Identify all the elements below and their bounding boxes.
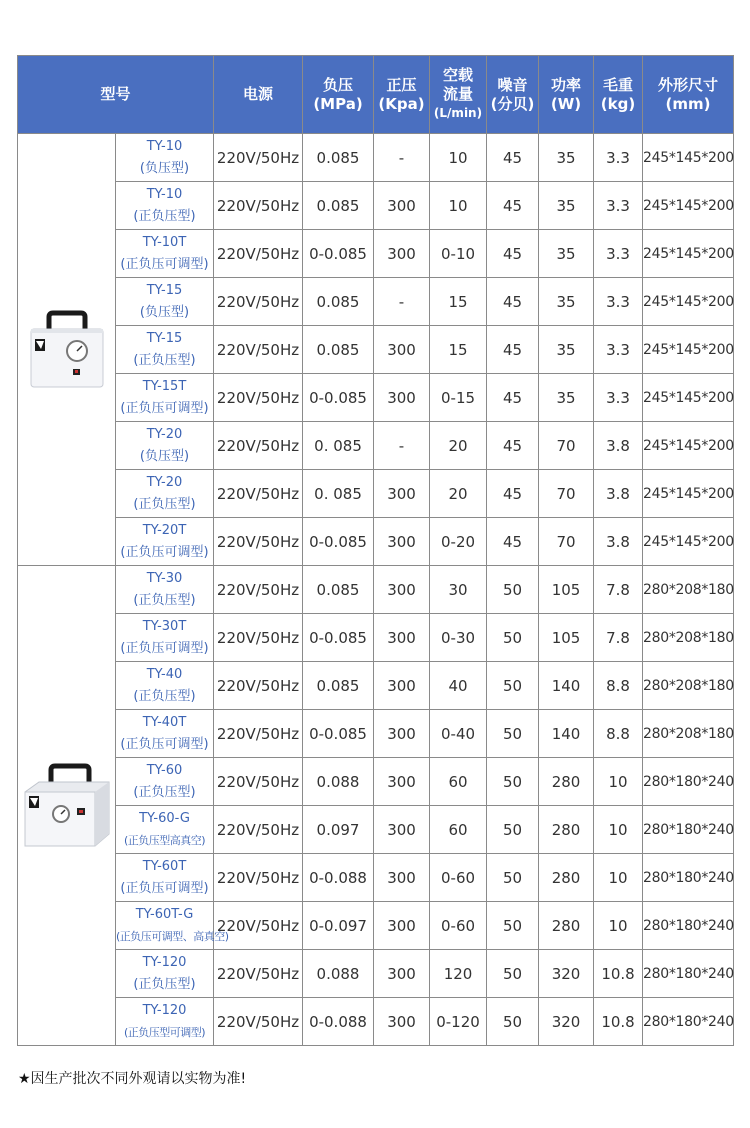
negative-pressure-cell: 0.088	[303, 758, 374, 806]
positive-pressure-cell: 300	[374, 854, 430, 902]
weight-cell: 10.8	[594, 998, 643, 1046]
header-weight-line1: 毛重	[603, 75, 634, 94]
power-cell: 220V/50Hz	[214, 134, 303, 182]
size-cell: 245*145*200	[643, 278, 734, 326]
noise-cell: 50	[487, 806, 539, 854]
model-type: (正负压可调型)	[120, 640, 209, 656]
product-image-cell-small	[18, 134, 116, 566]
power-cell: 220V/50Hz	[214, 902, 303, 950]
model-cell	[116, 278, 214, 326]
spec-table	[17, 55, 734, 1046]
noise-cell: 50	[487, 950, 539, 998]
weight-cell: 3.3	[594, 134, 643, 182]
model-number: TY-15	[146, 330, 183, 346]
header-flow-line1: 空载	[443, 66, 474, 84]
weight-cell: 7.8	[594, 614, 643, 662]
power-watt-cell: 35	[539, 374, 594, 422]
flow-cell: 20	[430, 470, 487, 518]
table-row	[18, 230, 734, 278]
positive-pressure-cell: 300	[374, 758, 430, 806]
header-neg-line2: (MPa)	[313, 94, 363, 113]
negative-pressure-cell: 0.085	[303, 278, 374, 326]
power-watt-cell: 35	[539, 182, 594, 230]
power-cell: 220V/50Hz	[214, 662, 303, 710]
header-row	[18, 56, 734, 134]
power-watt-cell: 280	[539, 902, 594, 950]
positive-pressure-cell: 300	[374, 950, 430, 998]
power-watt-cell: 35	[539, 134, 594, 182]
power-watt-cell: 70	[539, 470, 594, 518]
positive-pressure-cell: -	[374, 278, 430, 326]
size-cell: 280*180*240	[643, 806, 734, 854]
power-cell: 220V/50Hz	[214, 758, 303, 806]
size-cell: 245*145*200	[643, 374, 734, 422]
power-watt-cell: 320	[539, 998, 594, 1046]
table-row	[18, 422, 734, 470]
model-number: TY-40	[146, 666, 183, 682]
negative-pressure-cell: 0-0.097	[303, 902, 374, 950]
model-cell	[116, 182, 214, 230]
header-size-line2: (mm)	[665, 94, 711, 113]
size-cell: 280*208*180	[643, 614, 734, 662]
positive-pressure-cell: 300	[374, 566, 430, 614]
positive-pressure-cell: 300	[374, 710, 430, 758]
model-type: (正负压型)	[133, 496, 196, 512]
table-row	[18, 182, 734, 230]
header-watt-line2: (W)	[550, 94, 582, 113]
model-type: (正负压型)	[133, 784, 196, 800]
flow-cell: 0-60	[430, 854, 487, 902]
negative-pressure-cell: 0. 085	[303, 422, 374, 470]
table-row	[18, 614, 734, 662]
size-cell: 280*180*240	[643, 902, 734, 950]
model-cell	[116, 614, 214, 662]
negative-pressure-cell: 0.085	[303, 326, 374, 374]
positive-pressure-cell: 300	[374, 518, 430, 566]
power-watt-cell: 105	[539, 614, 594, 662]
model-number: TY-20T	[142, 522, 187, 538]
weight-cell: 3.3	[594, 326, 643, 374]
table-row	[18, 806, 734, 854]
table-row	[18, 902, 734, 950]
header-weight	[594, 56, 643, 134]
header-pos-line2: (Kpa)	[378, 94, 425, 113]
negative-pressure-cell: 0-0.085	[303, 518, 374, 566]
noise-cell: 45	[487, 326, 539, 374]
table-row	[18, 518, 734, 566]
positive-pressure-cell: 300	[374, 230, 430, 278]
flow-cell: 60	[430, 806, 487, 854]
model-cell	[116, 326, 214, 374]
power-watt-cell: 70	[539, 422, 594, 470]
negative-pressure-cell: 0-0.085	[303, 614, 374, 662]
flow-cell: 0-30	[430, 614, 487, 662]
large-pump-image	[21, 762, 113, 850]
flow-cell: 0-15	[430, 374, 487, 422]
model-cell	[116, 374, 214, 422]
positive-pressure-cell: 300	[374, 902, 430, 950]
positive-pressure-cell: 300	[374, 182, 430, 230]
weight-cell: 10	[594, 902, 643, 950]
power-cell: 220V/50Hz	[214, 710, 303, 758]
table-row	[18, 326, 734, 374]
noise-cell: 50	[487, 758, 539, 806]
model-number: TY-10	[146, 138, 183, 154]
negative-pressure-cell: 0.085	[303, 662, 374, 710]
flow-cell: 15	[430, 326, 487, 374]
flow-cell: 40	[430, 662, 487, 710]
model-type: (正负压型可调型)	[123, 1025, 206, 1039]
size-cell: 245*145*200	[643, 182, 734, 230]
flow-cell: 0-20	[430, 518, 487, 566]
model-cell	[116, 662, 214, 710]
size-cell: 280*208*180	[643, 566, 734, 614]
positive-pressure-cell: 300	[374, 470, 430, 518]
model-number: TY-20	[146, 474, 183, 490]
weight-cell: 3.8	[594, 518, 643, 566]
power-watt-cell: 140	[539, 710, 594, 758]
positive-pressure-cell: 300	[374, 326, 430, 374]
model-cell	[116, 230, 214, 278]
weight-cell: 10	[594, 854, 643, 902]
noise-cell: 45	[487, 278, 539, 326]
size-cell: 280*180*240	[643, 854, 734, 902]
model-type: (负压型)	[139, 448, 190, 464]
size-cell: 245*145*200	[643, 518, 734, 566]
weight-cell: 3.3	[594, 230, 643, 278]
flow-cell: 120	[430, 950, 487, 998]
flow-cell: 60	[430, 758, 487, 806]
model-number: TY-10T	[142, 234, 187, 250]
positive-pressure-cell: -	[374, 422, 430, 470]
power-cell: 220V/50Hz	[214, 326, 303, 374]
noise-cell: 45	[487, 470, 539, 518]
model-type: (正负压可调型)	[120, 736, 209, 752]
model-cell	[116, 134, 214, 182]
header-flow	[430, 56, 487, 134]
model-type: (正负压型)	[133, 976, 196, 992]
header-power	[539, 56, 594, 134]
table-row	[18, 374, 734, 422]
small-pump-image	[25, 307, 109, 393]
model-number: TY-60T-G	[135, 906, 194, 922]
power-cell: 220V/50Hz	[214, 854, 303, 902]
weight-cell: 10.8	[594, 950, 643, 998]
positive-pressure-cell: 300	[374, 662, 430, 710]
model-type: (正负压型)	[133, 208, 196, 224]
negative-pressure-cell: 0.088	[303, 950, 374, 998]
size-cell: 245*145*200	[643, 470, 734, 518]
weight-cell: 3.3	[594, 278, 643, 326]
model-type: (正负压型)	[133, 352, 196, 368]
header-flow-line2: 流量	[443, 85, 474, 103]
header-noise	[487, 56, 539, 134]
weight-cell: 3.8	[594, 422, 643, 470]
product-image-cell-large	[18, 566, 116, 1046]
power-cell: 220V/50Hz	[214, 950, 303, 998]
model-number: TY-15T	[142, 378, 187, 394]
positive-pressure-cell: 300	[374, 374, 430, 422]
noise-cell: 45	[487, 134, 539, 182]
noise-cell: 50	[487, 710, 539, 758]
model-cell	[116, 710, 214, 758]
power-watt-cell: 280	[539, 854, 594, 902]
negative-pressure-cell: 0.085	[303, 182, 374, 230]
header-noise-line2: (分贝)	[490, 94, 535, 113]
noise-cell: 45	[487, 374, 539, 422]
model-cell	[116, 806, 214, 854]
header-flow-line3: (L/min)	[433, 106, 483, 120]
power-cell: 220V/50Hz	[214, 566, 303, 614]
flow-cell: 15	[430, 278, 487, 326]
model-number: TY-15	[146, 282, 183, 298]
footnote: ★因生产批次不同外观请以实物为准!	[18, 1071, 247, 1087]
power-watt-cell: 320	[539, 950, 594, 998]
weight-cell: 3.8	[594, 470, 643, 518]
model-number: TY-30T	[142, 618, 187, 634]
noise-cell: 50	[487, 998, 539, 1046]
noise-cell: 50	[487, 854, 539, 902]
model-cell	[116, 470, 214, 518]
size-cell: 280*208*180	[643, 662, 734, 710]
weight-cell: 8.8	[594, 662, 643, 710]
header-power-supply: 电源	[214, 56, 303, 134]
model-type: (负压型)	[139, 304, 190, 320]
negative-pressure-cell: 0.097	[303, 806, 374, 854]
model-type: (正负压型)	[133, 592, 196, 608]
header-positive-pressure	[374, 56, 430, 134]
flow-cell: 0-60	[430, 902, 487, 950]
model-type: (正负压型高真空)	[123, 833, 206, 847]
weight-cell: 7.8	[594, 566, 643, 614]
table-row	[18, 134, 734, 182]
positive-pressure-cell: 300	[374, 806, 430, 854]
negative-pressure-cell: 0-0.085	[303, 710, 374, 758]
model-cell	[116, 902, 229, 950]
size-cell: 280*180*240	[643, 758, 734, 806]
model-number: TY-120	[142, 1002, 187, 1018]
power-cell: 220V/50Hz	[214, 230, 303, 278]
flow-cell: 0-40	[430, 710, 487, 758]
header-model: 型号	[18, 56, 214, 134]
header-noise-line1: 噪音	[497, 75, 528, 94]
table-row	[18, 566, 734, 614]
model-cell	[116, 758, 214, 806]
noise-cell: 50	[487, 566, 539, 614]
header-weight-line2: (kg)	[600, 94, 636, 113]
size-cell: 245*145*200	[643, 422, 734, 470]
table-row	[18, 854, 734, 902]
model-type: (正负压可调型)	[120, 880, 209, 896]
model-number: TY-20	[146, 426, 183, 442]
model-number: TY-40T	[142, 714, 187, 730]
header-size-line1: 外形尺寸	[658, 75, 719, 94]
power-watt-cell: 35	[539, 278, 594, 326]
power-cell: 220V/50Hz	[214, 806, 303, 854]
size-cell: 245*145*200	[643, 134, 734, 182]
negative-pressure-cell: 0-0.088	[303, 854, 374, 902]
header-negative-pressure	[303, 56, 374, 134]
power-cell: 220V/50Hz	[214, 182, 303, 230]
size-cell: 280*180*240	[643, 950, 734, 998]
power-watt-cell: 280	[539, 806, 594, 854]
negative-pressure-cell: 0-0.085	[303, 374, 374, 422]
model-type: (负压型)	[139, 160, 190, 176]
power-cell: 220V/50Hz	[214, 614, 303, 662]
negative-pressure-cell: 0. 085	[303, 470, 374, 518]
power-cell: 220V/50Hz	[214, 518, 303, 566]
flow-cell: 30	[430, 566, 487, 614]
weight-cell: 3.3	[594, 182, 643, 230]
noise-cell: 45	[487, 230, 539, 278]
header-neg-line1: 负压	[323, 75, 354, 94]
model-number: TY-10	[146, 186, 183, 202]
table-row	[18, 662, 734, 710]
model-cell	[116, 950, 214, 998]
noise-cell: 50	[487, 902, 539, 950]
size-cell: 245*145*200	[643, 326, 734, 374]
power-cell: 220V/50Hz	[214, 470, 303, 518]
model-number: TY-30	[146, 570, 183, 586]
power-cell: 220V/50Hz	[214, 422, 303, 470]
model-cell	[116, 518, 214, 566]
model-type: (正负压可调型)	[120, 256, 209, 272]
model-cell	[116, 566, 214, 614]
negative-pressure-cell: 0.085	[303, 134, 374, 182]
noise-cell: 50	[487, 614, 539, 662]
model-cell	[116, 422, 214, 470]
model-type: (正负压可调型)	[120, 544, 209, 560]
negative-pressure-cell: 0.085	[303, 566, 374, 614]
power-watt-cell: 35	[539, 326, 594, 374]
model-number: TY-60	[146, 762, 183, 778]
size-cell: 280*208*180	[643, 710, 734, 758]
weight-cell: 3.3	[594, 374, 643, 422]
noise-cell: 45	[487, 182, 539, 230]
positive-pressure-cell: 300	[374, 998, 430, 1046]
size-cell: 245*145*200	[643, 230, 734, 278]
table-row	[18, 470, 734, 518]
model-type: (正负压型)	[133, 688, 196, 704]
model-cell	[116, 854, 214, 902]
positive-pressure-cell: 300	[374, 614, 430, 662]
flow-cell: 20	[430, 422, 487, 470]
size-cell: 280*180*240	[643, 998, 734, 1046]
power-cell: 220V/50Hz	[214, 278, 303, 326]
flow-cell: 10	[430, 182, 487, 230]
flow-cell: 10	[430, 134, 487, 182]
flow-cell: 0-120	[430, 998, 487, 1046]
weight-cell: 10	[594, 806, 643, 854]
positive-pressure-cell: -	[374, 134, 430, 182]
weight-cell: 8.8	[594, 710, 643, 758]
weight-cell: 10	[594, 758, 643, 806]
header-watt-line1: 功率	[551, 75, 582, 94]
table-row	[18, 758, 734, 806]
power-watt-cell: 105	[539, 566, 594, 614]
flow-cell: 0-10	[430, 230, 487, 278]
table-row	[18, 278, 734, 326]
power-cell: 220V/50Hz	[214, 998, 303, 1046]
power-watt-cell: 35	[539, 230, 594, 278]
noise-cell: 50	[487, 662, 539, 710]
noise-cell: 45	[487, 518, 539, 566]
table-row	[18, 998, 734, 1046]
power-cell: 220V/50Hz	[214, 374, 303, 422]
power-watt-cell: 280	[539, 758, 594, 806]
header-pos-line1: 正压	[386, 75, 417, 94]
power-watt-cell: 140	[539, 662, 594, 710]
negative-pressure-cell: 0-0.088	[303, 998, 374, 1046]
model-type: (正负压可调型)	[120, 400, 209, 416]
table-row	[18, 950, 734, 998]
table-row	[18, 710, 734, 758]
model-cell	[116, 998, 214, 1046]
noise-cell: 45	[487, 422, 539, 470]
model-number: TY-60-G	[139, 810, 190, 826]
power-watt-cell: 70	[539, 518, 594, 566]
negative-pressure-cell: 0-0.085	[303, 230, 374, 278]
model-number: TY-120	[142, 954, 187, 970]
model-number: TY-60T	[142, 858, 187, 874]
header-size	[643, 56, 734, 134]
model-type: (正负压可调型、高真空)	[116, 929, 229, 943]
